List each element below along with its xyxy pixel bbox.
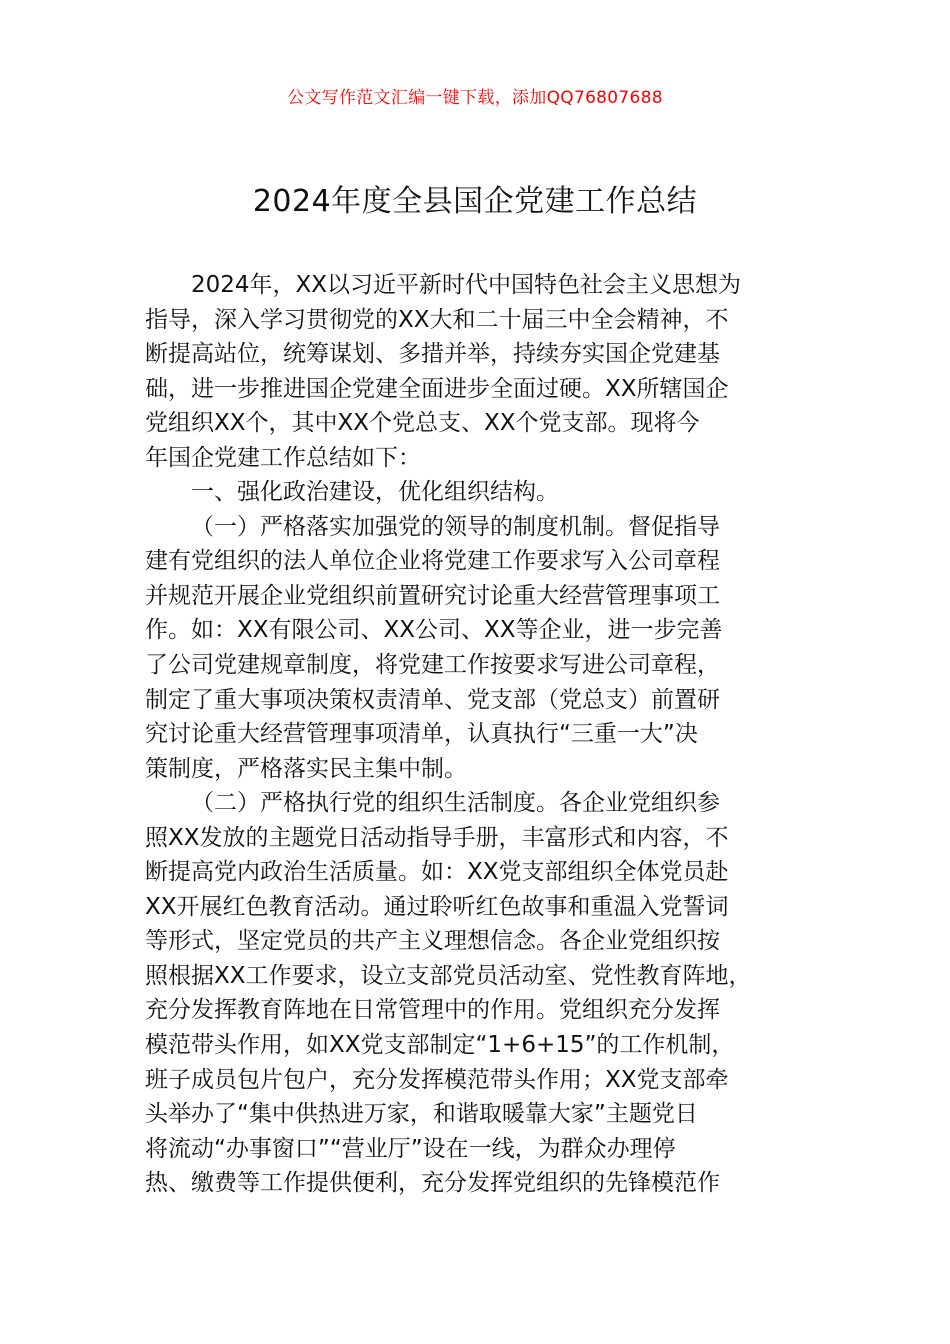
text-line: 照XX发放的主题党日活动指导手册，丰富形式和内容，不 <box>145 824 729 851</box>
text-line: 将流动“办事窗口”“营业厅”设在一线，为群众办理停 <box>145 1135 676 1162</box>
subsection-heading: （一）严格落实加强党的领导的制度机制。督促指导 <box>191 513 720 540</box>
text-line: 指导，深入学习贯彻党的XX大和二十届三中全会精神，不 <box>145 306 729 333</box>
text-line: XX开展红色教育活动。通过聆听红色故事和重温入党誓词 <box>145 893 729 920</box>
text-line: 等形式，坚定党员的共产主义理想信念。各企业党组织按 <box>145 928 720 955</box>
text-line: 年国企党建工作总结如下： <box>145 444 421 471</box>
text-line: 断提高党内政治生活质量。如：XX党支部组织全体党员赴 <box>145 859 729 886</box>
text-line: 充分发挥教育阵地在日常管理中的作用。党组织充分发挥 <box>145 997 720 1024</box>
text-line: 头举办了“集中供热进万家，和谐取暖靠大家”主题党日 <box>145 1101 698 1128</box>
text-line: 策制度，严格落实民主集中制。 <box>145 755 467 782</box>
text-line: 热、缴费等工作提供便利，充分发挥党组织的先锋模范作 <box>145 1170 720 1197</box>
subsection-heading: （二）严格执行党的组织生活制度。各企业党组织参 <box>191 790 720 817</box>
text-line: 究讨论重大经营管理事项清单，认真执行“三重一大”决 <box>145 721 698 748</box>
text-line: 照根据XX工作要求，设立支部党员活动室、党性教育阵地， <box>145 962 752 989</box>
text-line: 制定了重大事项决策权责清单、党支部（党总支）前置研 <box>145 686 720 713</box>
text-line: 并规范开展企业党组织前置研究讨论重大经营管理事项工 <box>145 582 720 609</box>
text-line: 了公司党建规章制度，将党建工作按要求写进公司章程， <box>145 652 720 679</box>
body-text <box>145 268 835 1201</box>
text-line: 2024年，XX以习近平新时代中国特色社会主义思想为 <box>191 272 742 298</box>
text-line: 班子成员包片包户，充分发挥模范带头作用；XX党支部牵 <box>145 1066 729 1093</box>
text-line: 断提高站位，统筹谋划、多措并举，持续夯实国企党建基 <box>145 341 720 368</box>
text-line: 建有党组织的法人单位企业将党建工作要求写入公司章程 <box>145 548 720 575</box>
text-line: 模范带头作用，如XX党支部制定“1+6+15”的工作机制， <box>145 1032 735 1059</box>
text-line: 党组织XX个，其中XX个党总支、XX个党支部。现将今 <box>145 410 700 437</box>
text-line: 作。如：XX有限公司、XX公司、XX等企业，进一步完善 <box>145 617 723 644</box>
page-title: 2024年度全县国企党建工作总结 <box>252 184 698 219</box>
section-heading: 一、强化政治建设，优化组织结构。 <box>191 479 559 506</box>
text-line: 础，进一步推进国企党建全面进步全面过硬。XX所辖国企 <box>145 375 729 402</box>
download-banner: 公文写作范文汇编一键下载，添加QQ76807688 <box>287 88 663 108</box>
